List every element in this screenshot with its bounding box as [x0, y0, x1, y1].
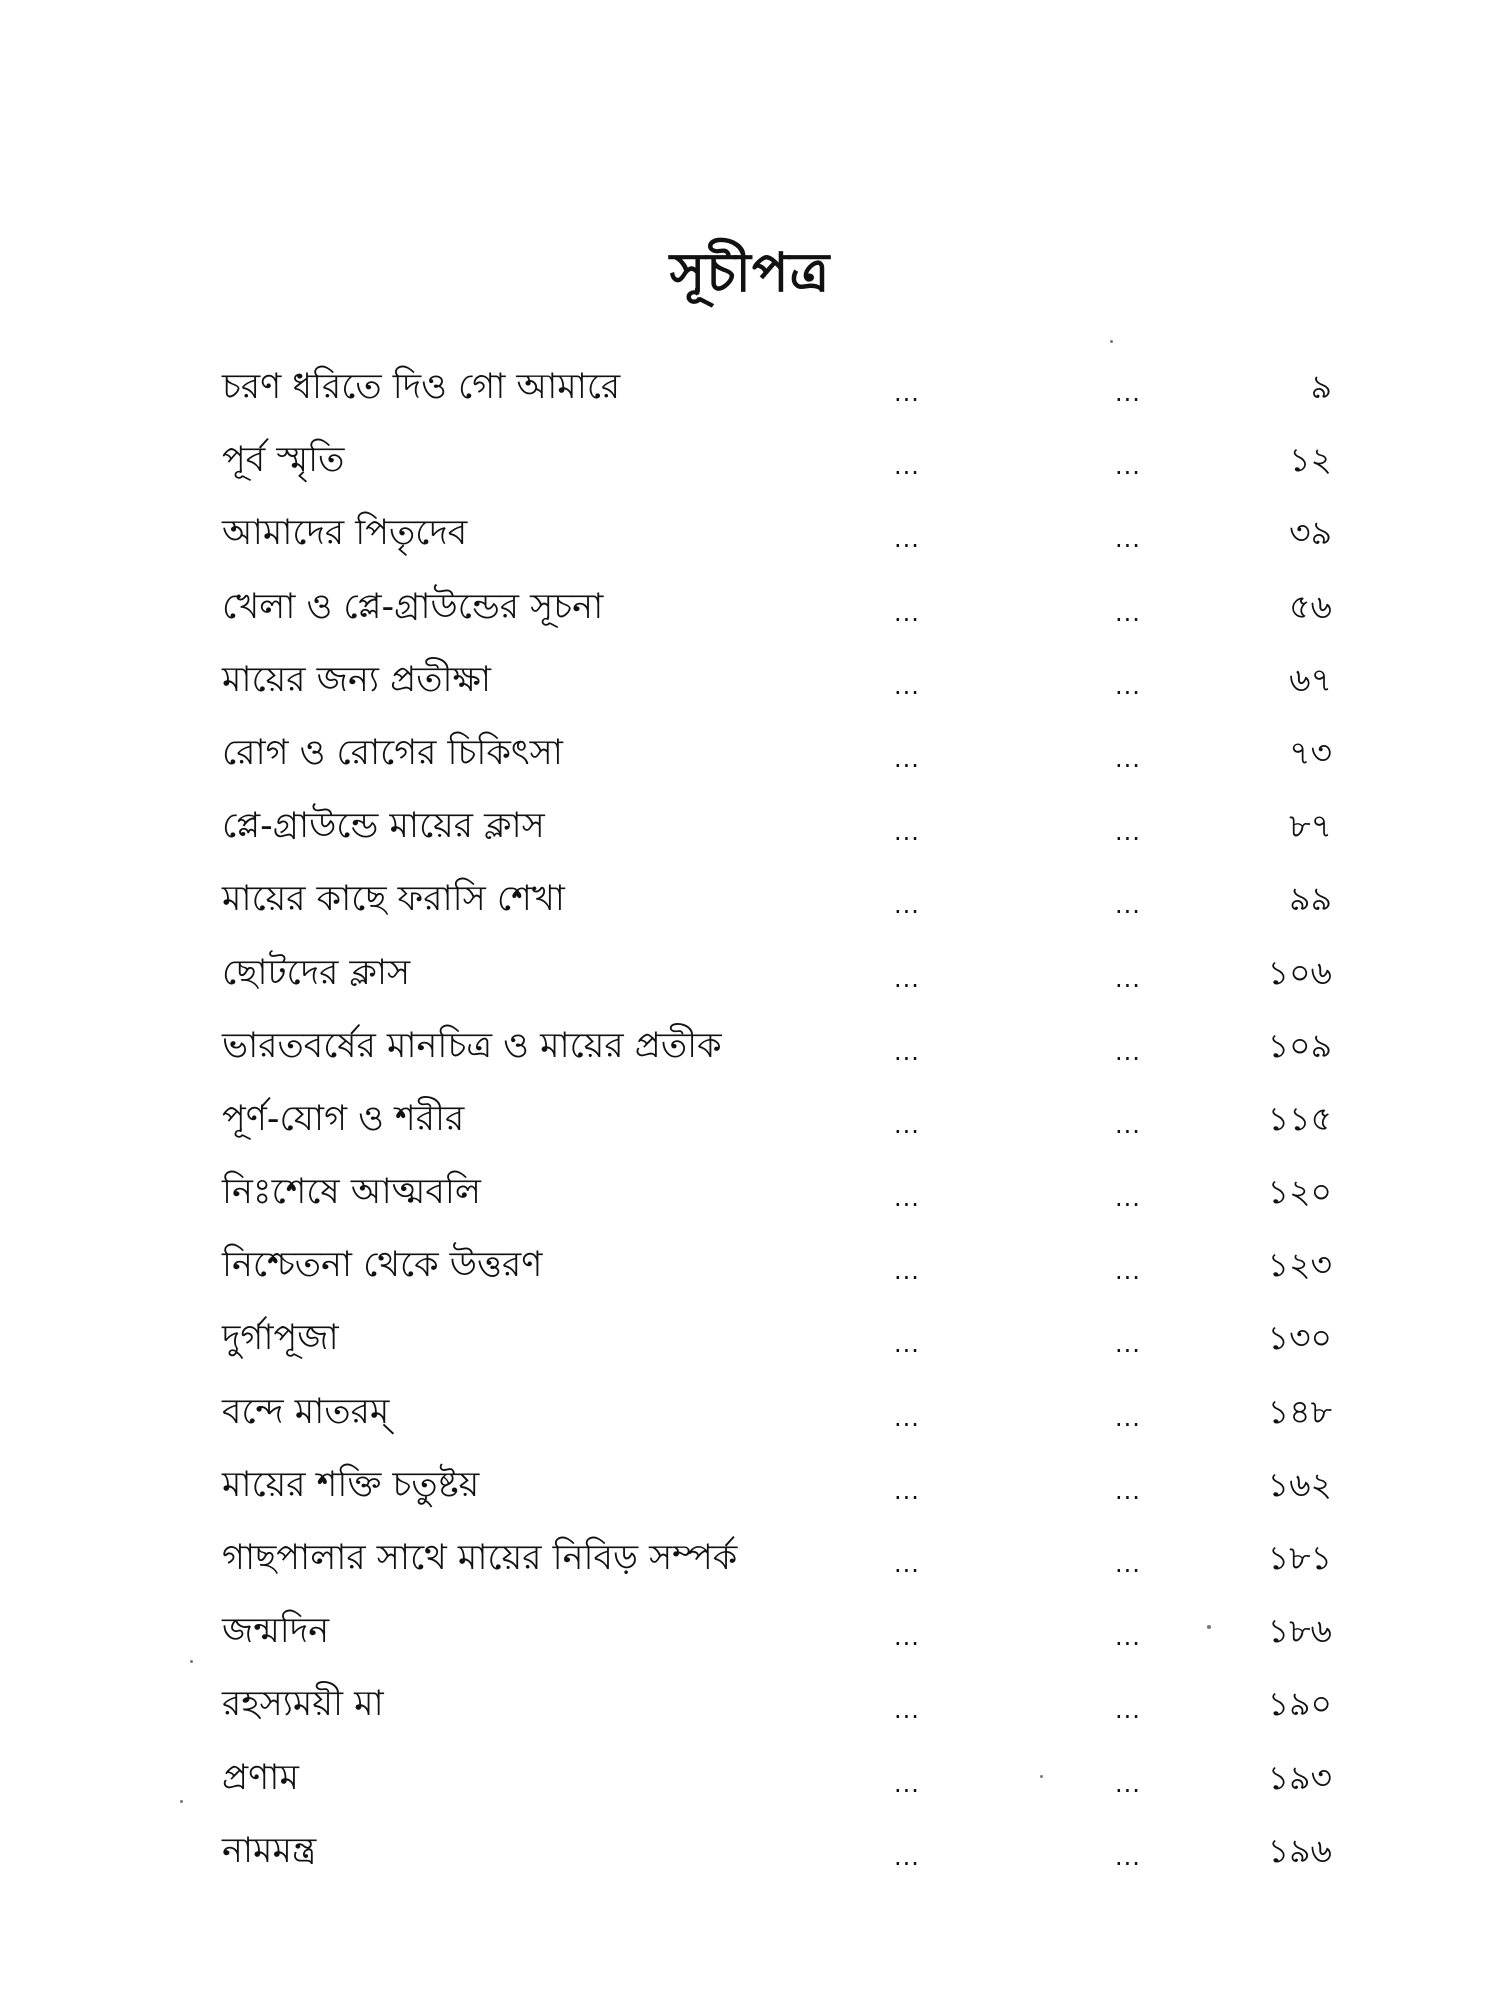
- toc-entry-page-number: ১৩০: [1267, 1318, 1332, 1358]
- scan-speck: [1207, 1625, 1211, 1629]
- toc-leader-dots: ...: [894, 1403, 920, 1432]
- toc-entry-page-number: ১৯০: [1267, 1684, 1332, 1724]
- scan-speck: [1040, 1775, 1043, 1778]
- toc-entry-title: নিঃশেষে আত্মবলি: [222, 1172, 481, 1213]
- toc-entry: [222, 1233, 1332, 1306]
- toc-leader-dots: ...: [894, 1696, 920, 1725]
- toc-leader-dots: ...: [894, 1769, 920, 1798]
- toc-entry-title: গাছপালার সাথে মায়ের নিবিড় সম্পর্ক: [222, 1538, 738, 1578]
- page-title: সূচীপত্র: [669, 241, 831, 304]
- toc-entry: [222, 648, 1332, 721]
- toc-leader-dots: ...: [894, 744, 920, 773]
- toc-entry: [222, 794, 1332, 867]
- toc-entry-page-number: ৭৩: [1289, 732, 1332, 772]
- toc-entry: [222, 1453, 1332, 1526]
- toc-entry-title: জন্মদিন: [222, 1611, 330, 1652]
- toc-leader-dots: ...: [894, 379, 920, 407]
- toc-leader-dots: ...: [1115, 1184, 1141, 1213]
- toc-leader-dots: ...: [1115, 1037, 1141, 1066]
- toc-leader-dots: ...: [894, 1476, 920, 1505]
- toc-entry: [222, 575, 1332, 648]
- toc-entry-page-number: ১০৬: [1267, 952, 1332, 992]
- toc-entry-title: মায়ের জন্য প্রতীক্ষা: [222, 659, 492, 700]
- toc-entry-page-number: ৮৭: [1289, 806, 1332, 846]
- toc-entry: [222, 1746, 1332, 1819]
- toc-entry-page-number: ৩৯: [1289, 513, 1332, 553]
- toc-leader-dots: ...: [1115, 598, 1141, 627]
- toc-leader-dots: ...: [894, 671, 920, 700]
- toc-leader-dots: ...: [894, 891, 920, 920]
- toc-entry: [222, 1599, 1332, 1672]
- toc-leader-dots: ...: [894, 1330, 920, 1359]
- toc-entry: [222, 1087, 1332, 1160]
- toc-entry: [222, 867, 1332, 940]
- toc-entry: [222, 355, 1332, 428]
- toc-leader-dots: ...: [1115, 744, 1141, 773]
- toc-entry-page-number: ১১৫: [1267, 1098, 1332, 1138]
- toc-entry-title: মায়ের শক্তি চতুষ্টয়: [222, 1464, 480, 1505]
- toc-entry: [222, 501, 1332, 574]
- toc-leader-dots: ...: [894, 1184, 920, 1213]
- toc-leader-dots: ...: [1115, 671, 1141, 700]
- toc-leader-dots: ...: [894, 818, 920, 847]
- toc-leader-dots: ...: [1115, 1403, 1141, 1432]
- toc-entry-page-number: ১২: [1289, 440, 1332, 480]
- toc-entry: [222, 941, 1332, 1014]
- toc-entry: [222, 1306, 1332, 1379]
- toc-leader-dots: ...: [894, 1842, 920, 1871]
- toc-leader-dots: ...: [1115, 1769, 1141, 1798]
- toc-entry-title: খেলা ও প্লে-গ্রাউন্ডের সূচনা: [222, 586, 604, 627]
- toc-leader-dots: ...: [894, 1550, 920, 1578]
- toc-leader-dots: ...: [1115, 1476, 1141, 1505]
- toc-leader-dots: ...: [1115, 891, 1141, 920]
- toc-leader-dots: ...: [1115, 379, 1141, 407]
- toc-leader-dots: ...: [894, 1037, 920, 1066]
- toc-leader-dots: ...: [1115, 1842, 1141, 1871]
- toc-leader-dots: ...: [894, 452, 920, 481]
- toc-leader-dots: ...: [1115, 818, 1141, 847]
- toc-leader-dots: ...: [894, 525, 920, 554]
- toc-entry-title: চরণ ধরিতে দিও গো আমারে: [222, 367, 621, 407]
- toc-entry-page-number: ৯: [1310, 367, 1332, 406]
- toc-entry: [222, 1526, 1332, 1599]
- toc-leader-dots: ...: [1115, 1550, 1141, 1578]
- toc-entry-title: রহস্যময়ী মা: [222, 1684, 384, 1725]
- toc-entry-page-number: ১৯৬: [1267, 1830, 1332, 1870]
- table-of-contents: [222, 355, 1332, 1892]
- toc-entry-page-number: ১৪৮: [1267, 1391, 1332, 1431]
- toc-leader-dots: ...: [894, 964, 920, 993]
- toc-leader-dots: ...: [1115, 1623, 1141, 1652]
- toc-entry-page-number: ১০৯: [1267, 1025, 1332, 1065]
- toc-leader-dots: ...: [894, 1257, 920, 1286]
- toc-entry-page-number: ১৮১: [1267, 1538, 1332, 1577]
- toc-entry-title: প্রণাম: [222, 1757, 299, 1798]
- toc-leader-dots: ...: [1115, 964, 1141, 993]
- toc-leader-dots: ...: [1115, 1257, 1141, 1286]
- toc-entry-title: আমাদের পিতৃদেব: [222, 513, 468, 554]
- toc-entry-title: মায়ের কাছে ফরাসি শেখা: [222, 879, 565, 920]
- scan-speck: [1110, 340, 1113, 343]
- toc-entry-title: নিশ্চেতনা থেকে উত্তরণ: [222, 1245, 543, 1286]
- toc-entry-title: রোগ ও রোগের চিকিৎসা: [222, 732, 563, 773]
- scan-speck: [190, 1660, 193, 1663]
- toc-entry-page-number: ১২৩: [1267, 1245, 1332, 1285]
- toc-entry-page-number: ১২০: [1267, 1172, 1332, 1212]
- toc-entry: [222, 1014, 1332, 1087]
- toc-leader-dots: ...: [1115, 525, 1141, 554]
- toc-entry-title: নামমন্ত্র: [222, 1830, 317, 1871]
- toc-entry-title: ছোটদের ক্লাস: [222, 952, 411, 993]
- toc-entry: [222, 1819, 1332, 1892]
- toc-entry-title: দুর্গাপূজা: [222, 1318, 339, 1359]
- toc-leader-dots: ...: [1115, 1330, 1141, 1359]
- toc-entry-title: পূর্ব স্মৃতি: [222, 440, 345, 481]
- toc-entry-page-number: ১৯৩: [1267, 1757, 1332, 1797]
- toc-leader-dots: ...: [894, 598, 920, 627]
- toc-entry-title: বন্দে মাতরম্: [222, 1391, 390, 1432]
- toc-leader-dots: ...: [1115, 1110, 1141, 1139]
- toc-leader-dots: ...: [1115, 452, 1141, 481]
- toc-entry-page-number: ৫৬: [1289, 586, 1332, 626]
- toc-entry-page-number: ৯৯: [1289, 879, 1332, 919]
- toc-entry: [222, 721, 1332, 794]
- toc-leader-dots: ...: [1115, 1696, 1141, 1725]
- scan-speck: [180, 1800, 183, 1803]
- toc-entry-title: পূর্ণ-যোগ ও শরীর: [222, 1098, 465, 1139]
- toc-entry-title: প্লে-গ্রাউন্ডে মায়ের ক্লাস: [222, 806, 545, 847]
- toc-entry: [222, 1160, 1332, 1233]
- toc-entry-page-number: ৬৭: [1289, 659, 1332, 699]
- toc-leader-dots: ...: [894, 1623, 920, 1652]
- toc-entry: [222, 1380, 1332, 1453]
- toc-entry-title: ভারতবর্ষের মানচিত্র ও মায়ের প্রতীক: [222, 1025, 722, 1066]
- toc-entry: [222, 1672, 1332, 1745]
- toc-entry-page-number: ১৮৬: [1267, 1611, 1332, 1651]
- toc-entry: [222, 428, 1332, 501]
- toc-leader-dots: ...: [894, 1110, 920, 1139]
- toc-entry-page-number: ১৬২: [1267, 1464, 1332, 1504]
